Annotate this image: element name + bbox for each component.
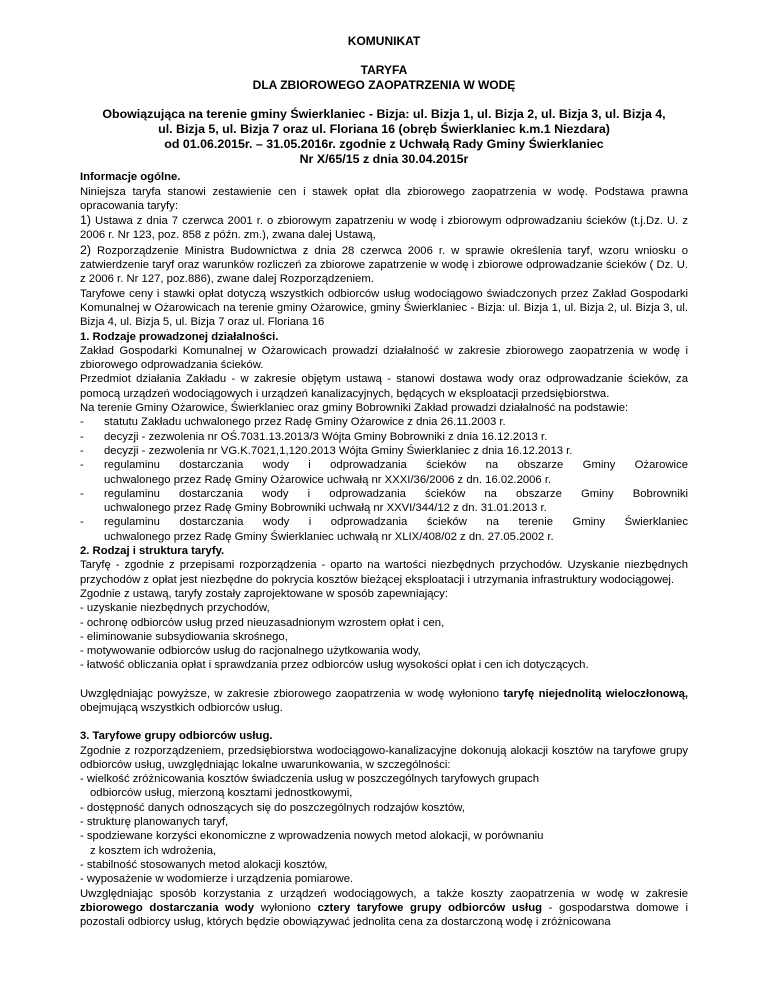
document-title — [80, 63, 688, 92]
basis-list-item: - decyzji - zezwolenia nr VG.K.7021,1,120.2013 Wójta Gminy Świerklaniec z dnia 16.12.2013 r. — [80, 444, 688, 458]
section-1-heading: 1. Rodzaje prowadzonej działalności. — [80, 330, 279, 343]
section-1-paragraph: Przedmiot działania Zakładu - w zakresie objętym ustawą - stanowi dostawa wody oraz odprowadzanie ścieków, za pomocą urządzeń wodociągowych i urządzeń kanalizacyjnych, będących w eksploatacji przedsiębiorstwa. — [80, 373, 688, 400]
title-line-1: TARYFA — [360, 63, 408, 78]
regulation-line: uchwalonego przez Radę Gminy Bobrowniki uchwałą nr XXVI/344/12 z dn. 31.01.2013 r. — [104, 502, 547, 515]
document-page — [80, 34, 688, 929]
criteria-list-item: - wyposażenie w wodomierze i urządzenia pomiarowe. — [80, 873, 354, 886]
legal-basis-number: 2) — [80, 242, 92, 257]
legal-basis-1 — [80, 213, 688, 243]
principle-list-item: - uzyskanie niezbędnych przychodów, — [80, 602, 270, 615]
regulation-line: uchwalonego przez Radę Gminy Świerklaniec uchwałą nr XLIX/408/02 z dn. 27.05.2002 r. — [104, 530, 554, 543]
regulation-line: - regulaminu dostarczania wody i odprowadzania ścieków na terenie Gminy Świerklaniec — [104, 516, 688, 529]
section-1-paragraph: Na terenie Gminy Ożarowice, Świerklaniec oraz gminy Bobrowniki Zakład prowadzi działalność na podstawie: — [80, 402, 629, 415]
paragraph-text: Uwzględniając sposób korzystania z urządzeń wodociągowych, a także koszty zaopatrzenia w wodę w zakresie — [80, 887, 688, 900]
section-3-paragraph: Zgodnie z rozporządzeniem, przedsiębiorstwa wodociągowo-kanalizacyjne dokonują alokacji kosztów na taryfowe grupy odbiorców usług, uwzględniając lokalne uwarunkowania, w szczególności: — [80, 744, 688, 771]
regulation-line: - regulaminu dostarczania wody i odprowadzania ścieków na obszarze Gminy Bobrowniki — [104, 487, 688, 500]
bold-phrase: zbiorowego dostarczania wody — [80, 901, 255, 914]
principle-list-item: - ochronę odbiorców usług przed nieuzasadnionym wzrostem opłat i cen, — [80, 616, 445, 629]
regulation-list-item — [80, 458, 688, 487]
scope-line: Obowiązująca na terenie gminy Świerklaniec - Bizja: ul. Bizja 1, ul. Bizja 2, ul. Bizja 3, ul. Bizja 4, — [102, 107, 666, 122]
scope-line: ul. Bizja 5, ul. Bizja 7 oraz ul. Floriana 16 (obręb Świerklaniec k.m.1 Niezdara) — [158, 122, 610, 137]
regulation-line: - regulaminu dostarczania wody i odprowadzania ścieków na obszarze Gminy Ożarowice — [104, 459, 688, 472]
tariff-scope: Taryfowe ceny i stawki opłat dotyczą wszystkich odbiorców usług wodociągowo świadczonych przez Zakład Gospodarki Komunalnej w Ożarowicach na terenie gminy Ożarowice, gminy Świerklaniec - Bizja: ul. Bizja 1, ul. Bizja 2, ul. Bizja 3, ul. Bizja 4, ul. Bizja 5, ul. Bizja 7 oraz ul. Floriana 16 — [80, 287, 688, 329]
summary-text: obejmującą wszystkich odbiorców usług. — [80, 701, 283, 714]
section-2-heading: 2. Rodzaj i struktura taryfy. — [80, 545, 225, 558]
paragraph-text: - gospodarstwa domowe i pozostali odbiorcy usług, których będzie obowiązywać jednolita cena za dostarczoną wodę i zróżnicowana — [80, 901, 688, 929]
criteria-list-item: - wielkość zróżnicowania kosztów świadczenia usług w poszczególnych taryfowych grupach — [80, 773, 539, 786]
section-1-paragraph: Zakład Gospodarki Komunalnej w Ożarowicach prowadzi działalność w zakresie zbiorowego zaopatrzenia w wodę i zbiorowego odprowadzania ścieków. — [80, 344, 688, 372]
tariff-summary — [80, 687, 688, 716]
section-2-paragraph: Taryfę - zgodnie z przepisami rozporządzenia - oparto na wartości niezbędnych przychodów. Uzyskanie niezbędnych przychodów z opłat jest niezbędne do pokrycia kosztów bieżącej eksploatacji i utrzymania infrastruktury wodociągowej. — [80, 559, 688, 586]
regulation-list-item — [80, 487, 688, 516]
spacer — [80, 715, 688, 729]
section-2-paragraph: Zgodnie z ustawą, taryfy zostały zaprojektowane w sposób zapewniający: — [80, 587, 448, 600]
legal-basis-2 — [80, 243, 688, 287]
regulation-list-item — [80, 515, 688, 544]
legal-basis-text: Rozporządzenie Ministra Budownictwa z dnia 28 czerwca 2006 r. w sprawie określenia taryf, wzoru wniosku o zatwierdzenie taryf oraz warunków rozliczeń za zbiorowe zapatrzenie w wodę i zbiorowe odprowadzanie ścieków ( Dz. U. z 2006 r. Nr 127, poz.886), zwane dalej Rozporządzeniem. — [80, 244, 688, 286]
principle-list-item: - łatwość obliczania opłat i sprawdzania przez odbiorców usług wysokości opłat i cen ich dotyczących. — [80, 659, 589, 672]
scope-heading — [80, 107, 688, 167]
criteria-list-continuation: odbiorców usług, mierzoną kosztami jednostkowymi, — [90, 787, 353, 800]
principle-list-item: - motywowanie odbiorców usług do racjonalnego użytkowania wody, — [80, 645, 421, 658]
document-label: KOMUNIKAT — [347, 34, 421, 48]
customer-groups-paragraph — [80, 887, 688, 930]
scope-line: Nr X/65/15 z dnia 30.04.2015r — [299, 152, 469, 167]
info-intro: Niniejsza taryfa stanowi zestawienie cen i stawek opłat dla zbiorowego zaopatrzenia w wodę. Podstawa prawna opracowania taryfy: — [80, 185, 688, 212]
criteria-list-item: - spodziewane korzyści ekonomiczne z wprowadzenia nowych metod alokacji, w porównaniu — [80, 830, 544, 843]
summary-text: Uwzględniając powyższe, w zakresie zbiorowego zaopatrzenia w wodę wyłoniono — [80, 687, 504, 700]
scope-line: od 01.06.2015r. – 31.05.2016r. zgodnie z Uchwałą Rady Gminy Świerklaniec — [164, 137, 604, 152]
info-heading: Informacje ogólne. — [80, 171, 181, 184]
legal-basis-text: Ustawa z dnia 7 czerwca 2001 r. o zbiorowym zapatrzeniu w wodę i zbiorowym odprowadzaniu ścieków (t.j.Dz. U. z 2006 r. Nr 123, poz. 858 z późn. zm.), zwana dalej Ustawą, — [80, 215, 688, 242]
criteria-list-item: - dostępność danych odnoszących się do poszczególnych rodzajów kosztów, — [80, 801, 465, 814]
spacer — [80, 673, 688, 687]
criteria-list-continuation: z kosztem ich wdrożenia, — [90, 844, 217, 857]
criteria-list-item: - stabilność stosowanych metod alokacji kosztów, — [80, 858, 328, 871]
tariff-type-bold: taryfę niejednolitą wieloczłonową, — [503, 687, 688, 700]
title-line-2: DLA ZBIOROWEGO ZAOPATRZENIA W WODĘ — [252, 77, 516, 92]
criteria-list-item: - strukturę planowanych taryf, — [80, 816, 229, 829]
paragraph-text: wyłoniono — [254, 901, 318, 914]
section-3-heading: 3. Taryfowe grupy odbiorców usług. — [80, 730, 273, 743]
basis-list-item: - statutu Zakładu uchwalonego przez Radę Gminy Ożarowice z dnia 26.11.2003 r. — [80, 415, 688, 429]
legal-basis-number: 1) — [80, 213, 92, 228]
regulation-line: uchwalonego przez Radę Gminy Ożarowice uchwałą nr XXXI/36/2006 z dn. 16.02.2006 r. — [104, 473, 552, 486]
principle-list-item: - eliminowanie subsydiowania skrośnego, — [80, 630, 288, 643]
basis-list-item: - decyzji - zezwolenia nr OŚ.7031.13.2013/3 Wójta Gminy Bobrowniki z dnia 16.12.2013 r. — [80, 430, 688, 444]
bold-phrase: cztery taryfowe grupy odbiorców usług — [317, 901, 543, 914]
